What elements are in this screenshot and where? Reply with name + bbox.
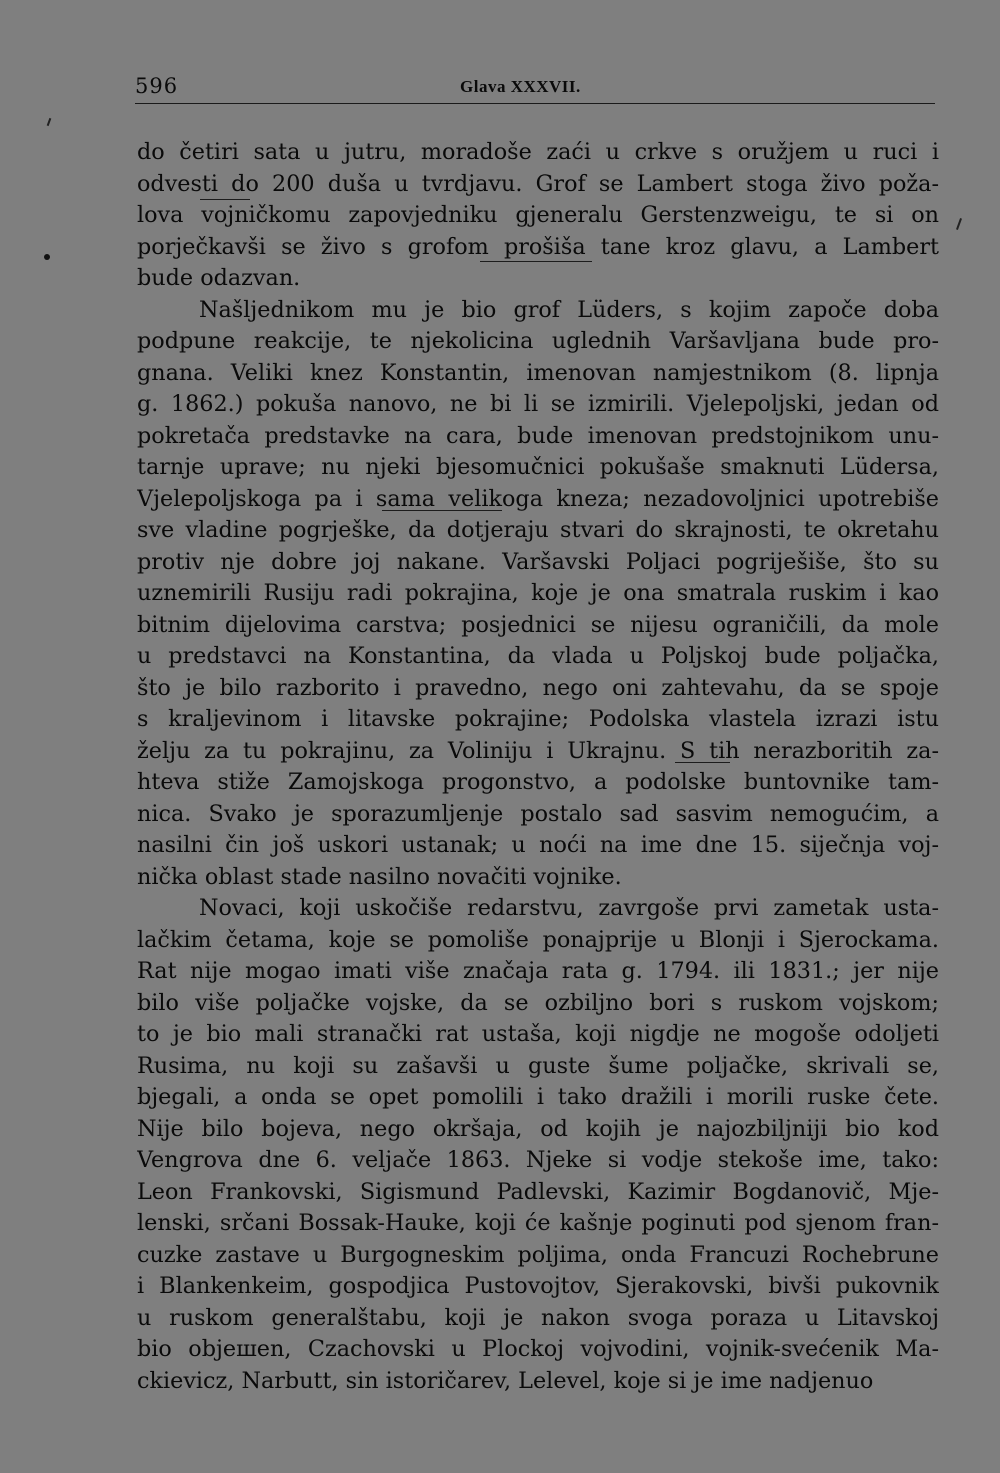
text-line: nica. Svako je sporazumljenje postalo sad sasvim nemogućim, a <box>137 800 939 827</box>
chapter-title: Glava XXXVII. <box>460 77 581 96</box>
text-line: porječkavši se živo s grofom prošiša tane kroz glavu, a Lambert <box>137 233 939 260</box>
text-line: u predstavci na Konstantina, da vlada u Poljskoj bude poljačka, <box>137 643 939 669</box>
text-line: podpune reakcije, te njekolicina uglednih Varšavljana bude pro- <box>137 328 939 354</box>
text-line: bio objешen, Czachovski u Plockoj vojvodini, vojnik-svećenik Ma- <box>137 1336 939 1362</box>
text-line: Leon Frankovski, Sigismund Padlevski, Kazimir Bogdanovič, Mje- <box>137 1178 939 1205</box>
text-line: hteva stiže Zamojskoga progonstvo, a podolske buntovnike tam- <box>137 769 939 795</box>
text-line: s kraljevinom i litavske pokrajine; Podolska vlastela izrazi istu <box>137 706 939 732</box>
text-line: odvesti do 200 duša u tvrdjavu. Grof se Lambert stoga živo poža- <box>137 170 939 197</box>
text-line: nička oblast stade nasilno novačiti vojnike. <box>137 863 622 890</box>
text-line: lačkim četama, koje se pomoliše ponajprije u Blonji i Sjerockama. <box>137 926 939 953</box>
page-number: 596 <box>135 74 179 98</box>
text-line: g. 1862.) pokuša nanovo, ne bi li se izmirili. Vjelepoljski, jedan od <box>137 391 939 417</box>
text-line: tarnje uprave; nu njeki bjesomučnici pokušaše smaknuti Lüdersa, <box>137 454 939 480</box>
header-rule <box>135 103 935 104</box>
paragraph <box>137 137 939 295</box>
text-line: sve vladine pogrješke, da dotjeraju stvari do skrajnosti, te okretahu <box>137 517 939 543</box>
text-line: što je bilo razborito i pravedno, nego oni zahtevahu, da se spoje <box>137 674 939 701</box>
text-line: Vjelepoljskoga pa i sama velikoga kneza; nezadovoljnici upotrebiše <box>137 485 939 512</box>
text-line: Rat nije mogao imati više značaja rata g. 1794. ili 1831.; jer nije <box>137 958 939 984</box>
text-line: Rusima, nu koji su zašavši u guste šume poljačke, skrivali se, <box>137 1052 939 1079</box>
text-line: bude odazvan. <box>137 265 301 291</box>
body-text <box>137 137 939 1397</box>
stray-dot-mark <box>44 254 50 260</box>
text-line: ckievicz, Narbutt, sin istoričarev, Lelevel, koje si je ime nadjenuo <box>137 1367 874 1394</box>
paragraph <box>137 893 939 1397</box>
stray-tick-mark <box>956 218 962 230</box>
text-line: bitnim dijelovima carstva; posjednici se nijesu ograničili, da mole <box>137 611 939 638</box>
text-line: Vengrova dne 6. veljače 1863. Njeke si vodje stekoše ime, tako: <box>137 1147 939 1173</box>
text-line: cuzke zastave u Burgogneskim poljima, onda Francuzi Rochebrune <box>137 1241 939 1268</box>
text-line: do četiri sata u jutru, moradoše zaći u crkve s oružjem u ruci i <box>137 139 939 165</box>
text-line: Novaci, koji uskočiše redarstvu, zavrgoše prvi zametak usta- <box>199 895 939 921</box>
text-line: nasilni čin još uskori ustanak; u noći na ime dne 15. siječnja voj- <box>137 832 939 858</box>
text-line: to je bio mali stranački rat ustaša, koji nigdje ne mogoše odoljeti <box>137 1021 939 1047</box>
text-line: pokretača predstavke na cara, bude imenovan predstojnikom unu- <box>137 422 939 449</box>
text-line: bjegali, a onda se opet pomolili i tako dražili i morili ruske čete. <box>137 1084 939 1110</box>
text-line: Nije bilo bojeva, nego okršaja, od kojih je najozbiljniji bio kod <box>137 1115 939 1142</box>
text-line: uznemirili Rusiju radi pokrajina, koje je ona smatrala ruskim i kao <box>137 580 939 606</box>
text-line: lenski, srčani Bossak-Hauke, koji će kašnje poginuti pod sjenom fran- <box>137 1210 939 1236</box>
page-header <box>135 74 935 104</box>
text-line: lova vojničkomu zapovjedniku gjeneralu Gerstenzweigu, te si on <box>137 202 939 228</box>
text-line: gnana. Veliki knez Konstantin, imenovan namjestnikom (8. lipnja <box>137 359 939 386</box>
text-line: bilo više poljačke vojske, da se ozbiljno bori s ruskom vojskom; <box>137 989 939 1016</box>
paragraph <box>137 295 939 894</box>
text-line: protiv nje dobre joj nakane. Varšavski Poljaci pogriješiše, što su <box>137 548 939 575</box>
text-line: Našljednikom mu je bio grof Lüders, s kojim započe doba <box>199 296 939 323</box>
stray-tick-mark <box>47 118 52 126</box>
text-line: želju za tu pokrajinu, za Voliniju i Ukrajnu. S tih nerazboritih za- <box>137 737 939 764</box>
text-line: u ruskom generalštabu, koji je nakon svoga poraza u Litavskoj <box>137 1304 939 1331</box>
text-line: i Blankenkeim, gospodjica Pustovojtov, Sjerakovski, bivši pukovnik <box>137 1273 939 1299</box>
